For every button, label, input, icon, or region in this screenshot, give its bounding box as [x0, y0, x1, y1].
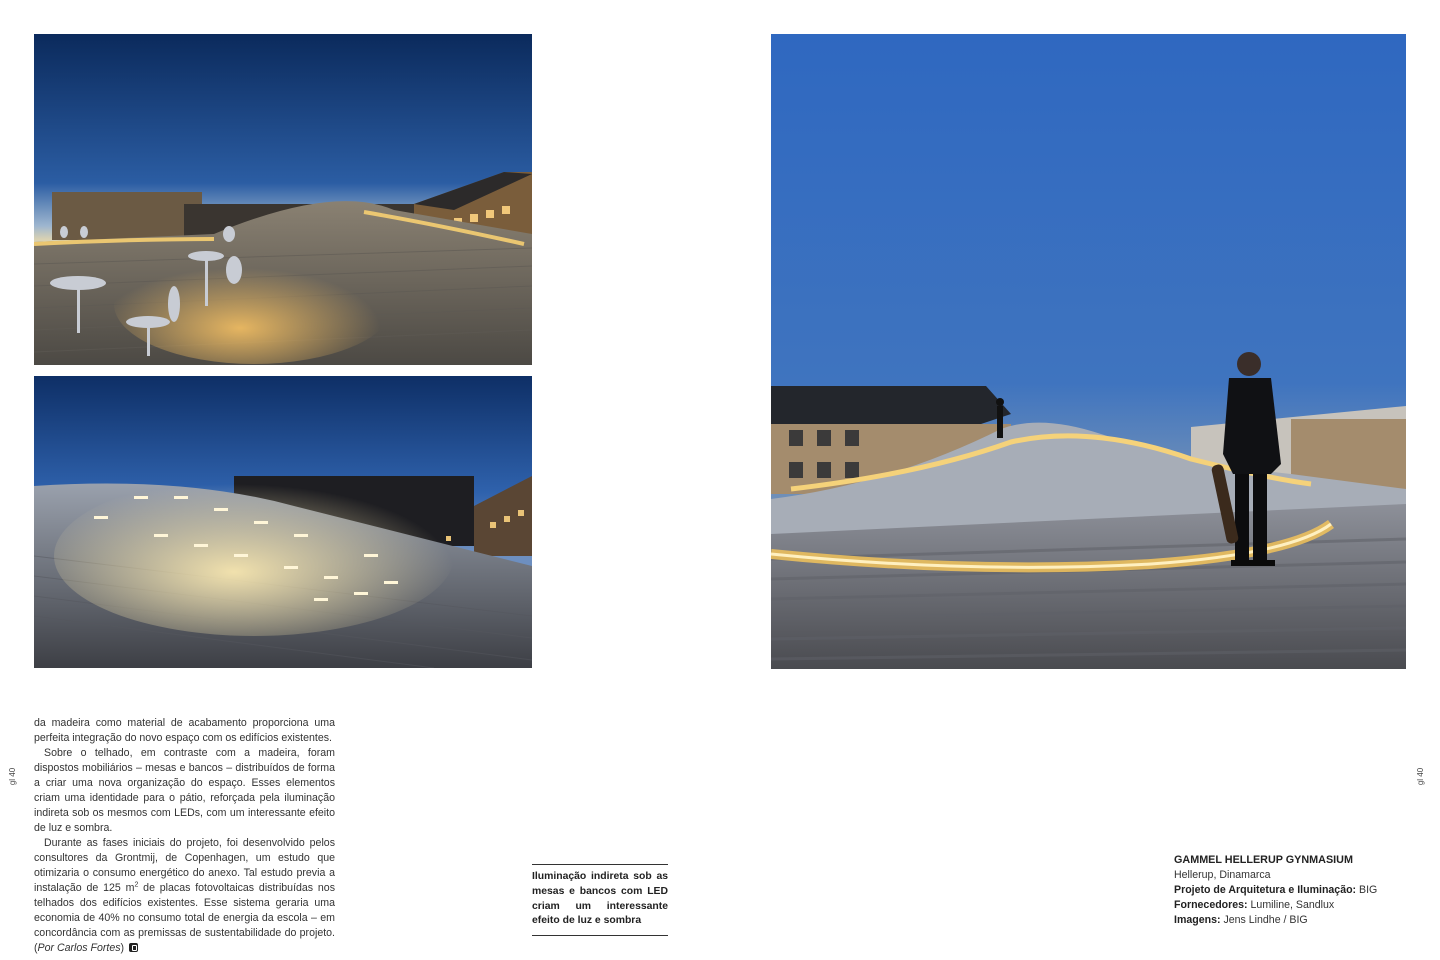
paragraph-3	[34, 836, 335, 956]
credit-architecture-label: Projeto de Arquitetura e Iluminação:	[1174, 884, 1357, 896]
end-mark-icon	[129, 943, 138, 952]
paragraph-3-end: )	[120, 942, 125, 954]
credit-suppliers	[1174, 898, 1414, 913]
superscript-squared: 2	[134, 881, 139, 889]
credit-images	[1174, 913, 1414, 928]
credit-architecture-value: BIG	[1356, 884, 1378, 896]
paragraph-1: da madeira como material de acabamento proporciona uma perfeita integração do novo espaço com os edifícios existentes.	[34, 717, 335, 744]
project-title: GAMMEL HELLERUP GYNMASIUM	[1174, 854, 1353, 866]
photo-lit-tables-under-rooftop	[34, 376, 532, 668]
author-credit: Por Carlos Fortes	[37, 942, 121, 954]
credit-images-label: Imagens:	[1174, 914, 1221, 926]
credit-suppliers-value: Lumiline, Sandlux	[1247, 899, 1335, 911]
page-folio-right: gl 40	[1416, 767, 1426, 786]
photo-caption: Iluminação indireta sob as mesas e bancos com LED criam um interessante efeito de luz e sombra	[532, 864, 668, 936]
credit-architecture	[1174, 883, 1414, 898]
paragraph-2: Sobre o telhado, em contraste com a madeira, foram dispostos mobiliários – mesas e bancos – distribuídos de forma a criar uma nova organização do espaço. Esses elementos criam uma identidade para o pátio, reforçada pela iluminação indireta sob os mesmos com LEDs, com um interessante efeito de luz e sombra.	[34, 747, 335, 834]
article-body	[34, 716, 335, 956]
paragraph-3-part-a: Durante as fases iniciais do projeto, foi desenvolvido pelos consultores da Grontmij, de Copenhagen, um estudo que otimizaria o consumo energético do anexo. Tal estudo previa a instalação de 125 m	[34, 837, 335, 894]
photo-man-with-skateboard-on-roof	[771, 34, 1406, 669]
credit-images-value: Jens Lindhe / BIG	[1220, 914, 1308, 926]
credit-suppliers-label: Fornecedores:	[1174, 899, 1248, 911]
project-location: Hellerup, Dinamarca	[1174, 869, 1271, 881]
paragraph-3-part-b: de placas fotovoltaicas distribuídas nos telhados dos edifícios existentes. Esse sistema geraria uma economia de 40% no consumo total de energia da escola – em concordância com as premissas de sustentabilidade do projeto. (	[34, 882, 335, 954]
project-credits	[1174, 853, 1414, 928]
photo-rooftop-tables-dusk	[34, 34, 532, 365]
page-folio-left: gl 40	[8, 767, 18, 786]
